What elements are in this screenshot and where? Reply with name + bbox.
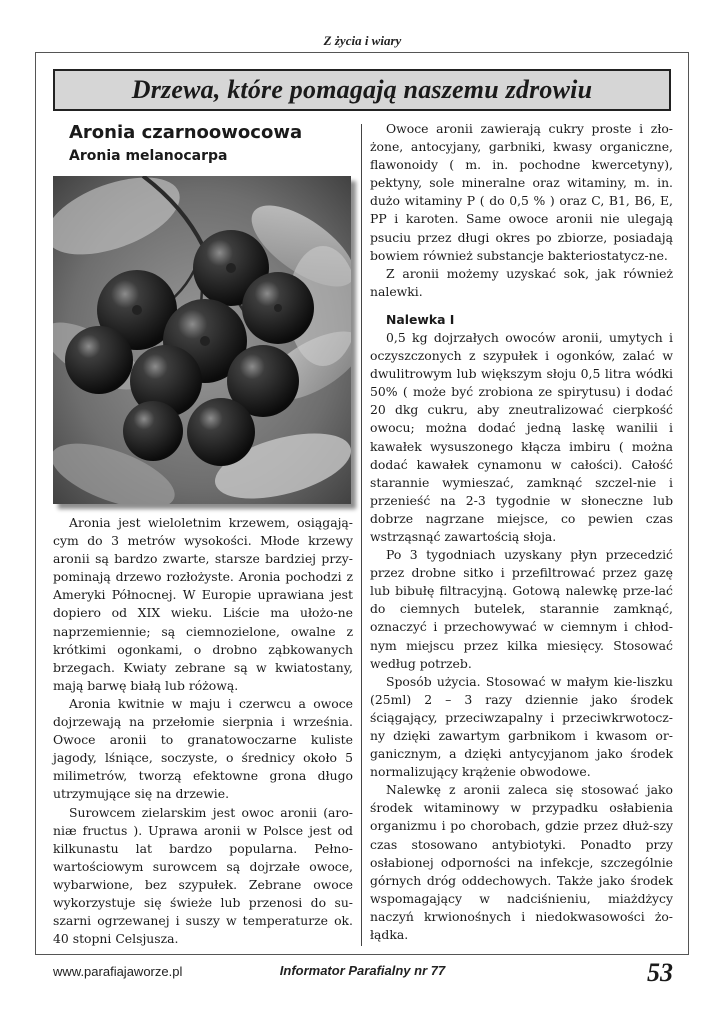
title-banner bbox=[53, 69, 671, 111]
column-divider bbox=[361, 124, 362, 946]
paragraph: Nalewkę z aronii zaleca się stosować jako środek witaminowy w przypadku osłabienia organizmu i po chorobach, gdzie przez dłuż-szy czas stosowano antybiotyki. Ponadto przy osłabionej odporności na infekcje, szczególnie górnych dróg oddechowych. Także jako środek wspomagający w nadciśnieniu, miażdżycy naczyń krwionośnych i niedokwasowości żo-łądka. bbox=[370, 782, 673, 943]
aronia-berries-photo bbox=[53, 176, 351, 504]
paragraph: Surowcem zielarskim jest owoc aronii (aro-niæ fructus ). Uprawa aronii w Polsce jest od kilkunastu lat bardzo popularna. Pełno-wartościowym surowcem są dojrzałe owoce, wybarwione, bez szypułek. Zebrane owoce wykorzystuje się świeże lub przenosi do su-szarni ogrzewanej i suszy w temperaturze ok. 40 stopni Celsjusza. bbox=[53, 804, 353, 947]
paragraph: Aronia jest wieloletnim krzewem, osiągają-cym do 3 metrów wysokości. Młode krzewy aronii są bardzo zwarte, starsze bardziej przy-pominają drzewo rozłożyste. Aronia pochodzi z Ameryki Północnej. W Europie uprawiana jest dopiero od XIX wieku. Liście ma ułożo-ne naprzemiennie; są ciemnozielone, owalne z krótkimi ogonkami, o drobno ząbkowanych brzegach. Kwiaty zebrane są w kwiatostany, mają barwę białą lub różową. bbox=[53, 515, 353, 693]
section-header: Z życia i wiary bbox=[323, 33, 402, 48]
paragraph: Sposób użycia. Stosować w małym kie-liszku (25ml) 2 – 3 razy dziennie jako środek ściągający, przeciwzapalny i przeciwkrwotocz-ny dzięki zawartym garbnikom i kwasom or-ganicznym, a dzięki antycyjanom jako środek normalizujący krążenie obwodowe. bbox=[370, 673, 673, 780]
article-heading: Aronia czarnoowocowa bbox=[69, 122, 303, 143]
left-column bbox=[53, 120, 353, 947]
paragraph: 0,5 kg dojrzałych owoców aronii, umytych i oczyszczonych z szypułek i ogonków, zalać w dwulitrowym lub większym słoju 0,5 litra wódki 50% ( może być zrobiona ze spirytusu) i dodać 20 dkg cukru, aby zneutralizować cierpkość owocu; można dodać jedną laskę wanilii i kawałek wysuszonego kłącza imbiru ( można dodać kawałek cynamonu w całości). Całość starannie wymieszać, zamknąć szczel-nie i przenieść na 2-3 tygodnie w słoneczne lub dobrze nagrzane miejsce, co pewien czas wstrząsnąć zawartością słoja. bbox=[370, 329, 673, 544]
footer-website-link[interactable]: www.parafiajaworze.pl bbox=[53, 964, 183, 979]
article-latin-name: Aronia melanocarpa bbox=[69, 148, 228, 164]
paragraph: Aronia kwitnie w maju i czerwcu a owoce dojrzewają na przełomie sierpnia i września. Owoce aronii to granatowoczarne kuliste jagody, lśniące, soczyste, o średnicy około 5 milimetrów, tworzą efektowne grona długo utrzymujące się na drzewie. bbox=[53, 695, 353, 802]
paragraph: Z aronii możemy uzyskać sok, jak również nalewki. bbox=[370, 265, 673, 299]
paragraph: Po 3 tygodniach uzyskany płyn przecedzić przez drobne sitko i przefiltrować przez gazę lub bibułę filtracyjną. Gotową nalewkę prze-lać do ciemnych butelek, starannie zamknąć, oznaczyć i przechowywać w ciemnym i chłod-nym miejscu przez kilka miesięcy. Stosować według potrzeb. bbox=[370, 547, 673, 671]
right-column bbox=[370, 120, 673, 944]
page-number: 53 bbox=[647, 958, 673, 987]
paragraph: Owoce aronii zawierają cukry proste i zło-żone, antocyjany, garbniki, kwasy organiczne, flawonoidy ( m. in. pochodne kwercetyny), pektyny, sole mineralne oraz witaminy, m. in. dużo witaminy P ( do 0,5 % ) oraz C, B1, B6, E, PP i karoten. Same owoce aronii nie ulegają psuciu przez długi okres po zbiorze, posiadają bowiem również substancje bakteriostatycz-ne. bbox=[370, 121, 673, 263]
left-text-block bbox=[53, 514, 353, 948]
recipe-heading: Nalewka I bbox=[386, 311, 455, 327]
footer-magazine-name: Informator Parafialny nr 77 bbox=[279, 963, 446, 978]
page-title: Drzewa, które pomagają naszemu zdrowiu bbox=[131, 75, 593, 104]
